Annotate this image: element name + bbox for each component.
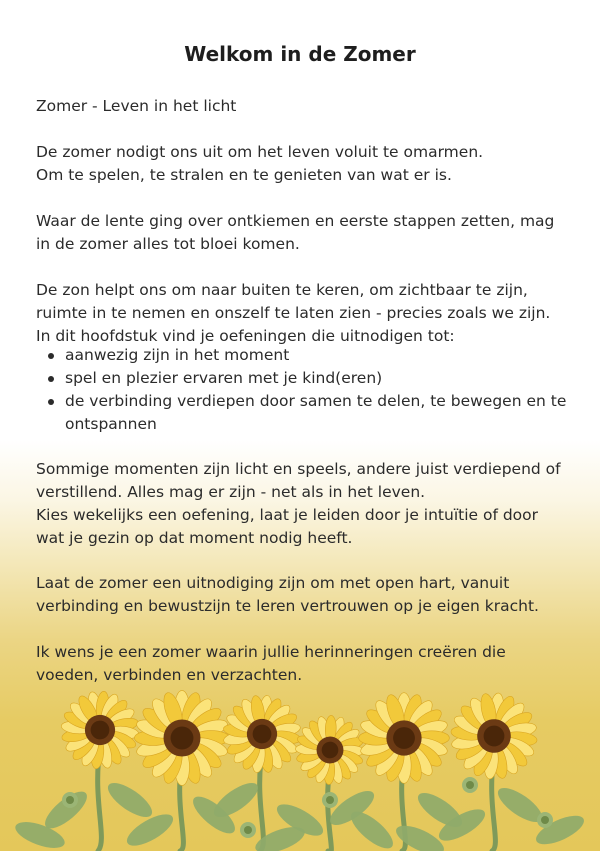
paragraph-line: Kies wekelijks een oefening, laat je leiden door je intuïtie of door [36,506,539,524]
list-item [36,344,576,367]
paragraph-spring [36,210,576,256]
paragraph-line: De zomer nodigt ons uit om het leven voluit te omarmen. [36,143,484,161]
sunflower-head [54,684,146,776]
paragraph-sun [36,279,576,348]
bullet-dot-icon [48,353,54,359]
paragraph-line: Laat de zomer een uitnodiging zijn om met open hart, vanuit [36,574,510,592]
paragraph-line: voeden, verbinden en verzachten. [36,666,303,684]
paragraph-line: verstillend. Alles mag er zijn - net als in het leven. [36,483,426,501]
paragraph-line: Ik wens je een zomer waarin jullie herinneringen creëren die [36,643,506,661]
exercise-list [36,344,576,436]
paragraph-intro [36,141,576,187]
bud-center [466,781,474,789]
bullet-dot-icon [48,399,54,405]
list-item-text: aanwezig zijn in het moment [65,346,290,364]
sunflower-illustration [0,680,600,851]
paragraph-line: verbinding en bewustzijn te leren vertrouwen op je eigen kracht. [36,597,539,615]
sunflower-head [218,690,306,778]
leaf [346,806,399,851]
bullet-dot-icon [48,376,54,382]
paragraph-line: Sommige momenten zijn licht en speels, andere juist verdiepend of [36,460,561,478]
paragraph-line: In dit hoofdstuk vind je oefeningen die uitnodigen tot: [36,327,455,345]
sunflower-head [134,690,229,785]
list-item-text: de verbinding verdiepen door samen te delen, te bewegen en te ontspannen [65,392,567,433]
paragraph-line: in de zomer alles tot bloei komen. [36,235,300,253]
bud-center [244,826,252,834]
bud-center [541,816,549,824]
flower-center-inner [393,727,415,749]
paragraph-line: Om te spelen, te stralen en te genieten van wat er is. [36,166,452,184]
paragraph-moments [36,458,576,550]
section-subtitle: Zomer - Leven in het licht [36,97,237,115]
paragraph-line: Waar de lente ging over ontkiemen en eerste stappen zetten, mag [36,212,555,230]
paragraph-line: De zon helpt ons om naar buiten te keren, om zichtbaar te zijn, [36,281,528,299]
list-item-text: spel en plezier ervaren met je kind(eren) [65,369,383,387]
leaf [103,777,157,823]
bud-center [66,796,74,804]
sunflower-head [447,689,542,784]
paragraph-invitation [36,572,576,618]
bud-center [326,796,334,804]
paragraph-line: ruimte in te nemen en onszelf te laten zien - precies zoals we zijn. [36,304,551,322]
list-item [36,367,576,390]
leaf [209,777,263,823]
leaf [40,786,93,835]
list-item [36,390,576,436]
page-title: Welkom in de Zomer [184,42,416,66]
paragraph-line: wat je gezin op dat moment nodig heeft. [36,529,353,547]
sunflower-head [359,693,450,784]
flower-center-inner [171,727,194,750]
